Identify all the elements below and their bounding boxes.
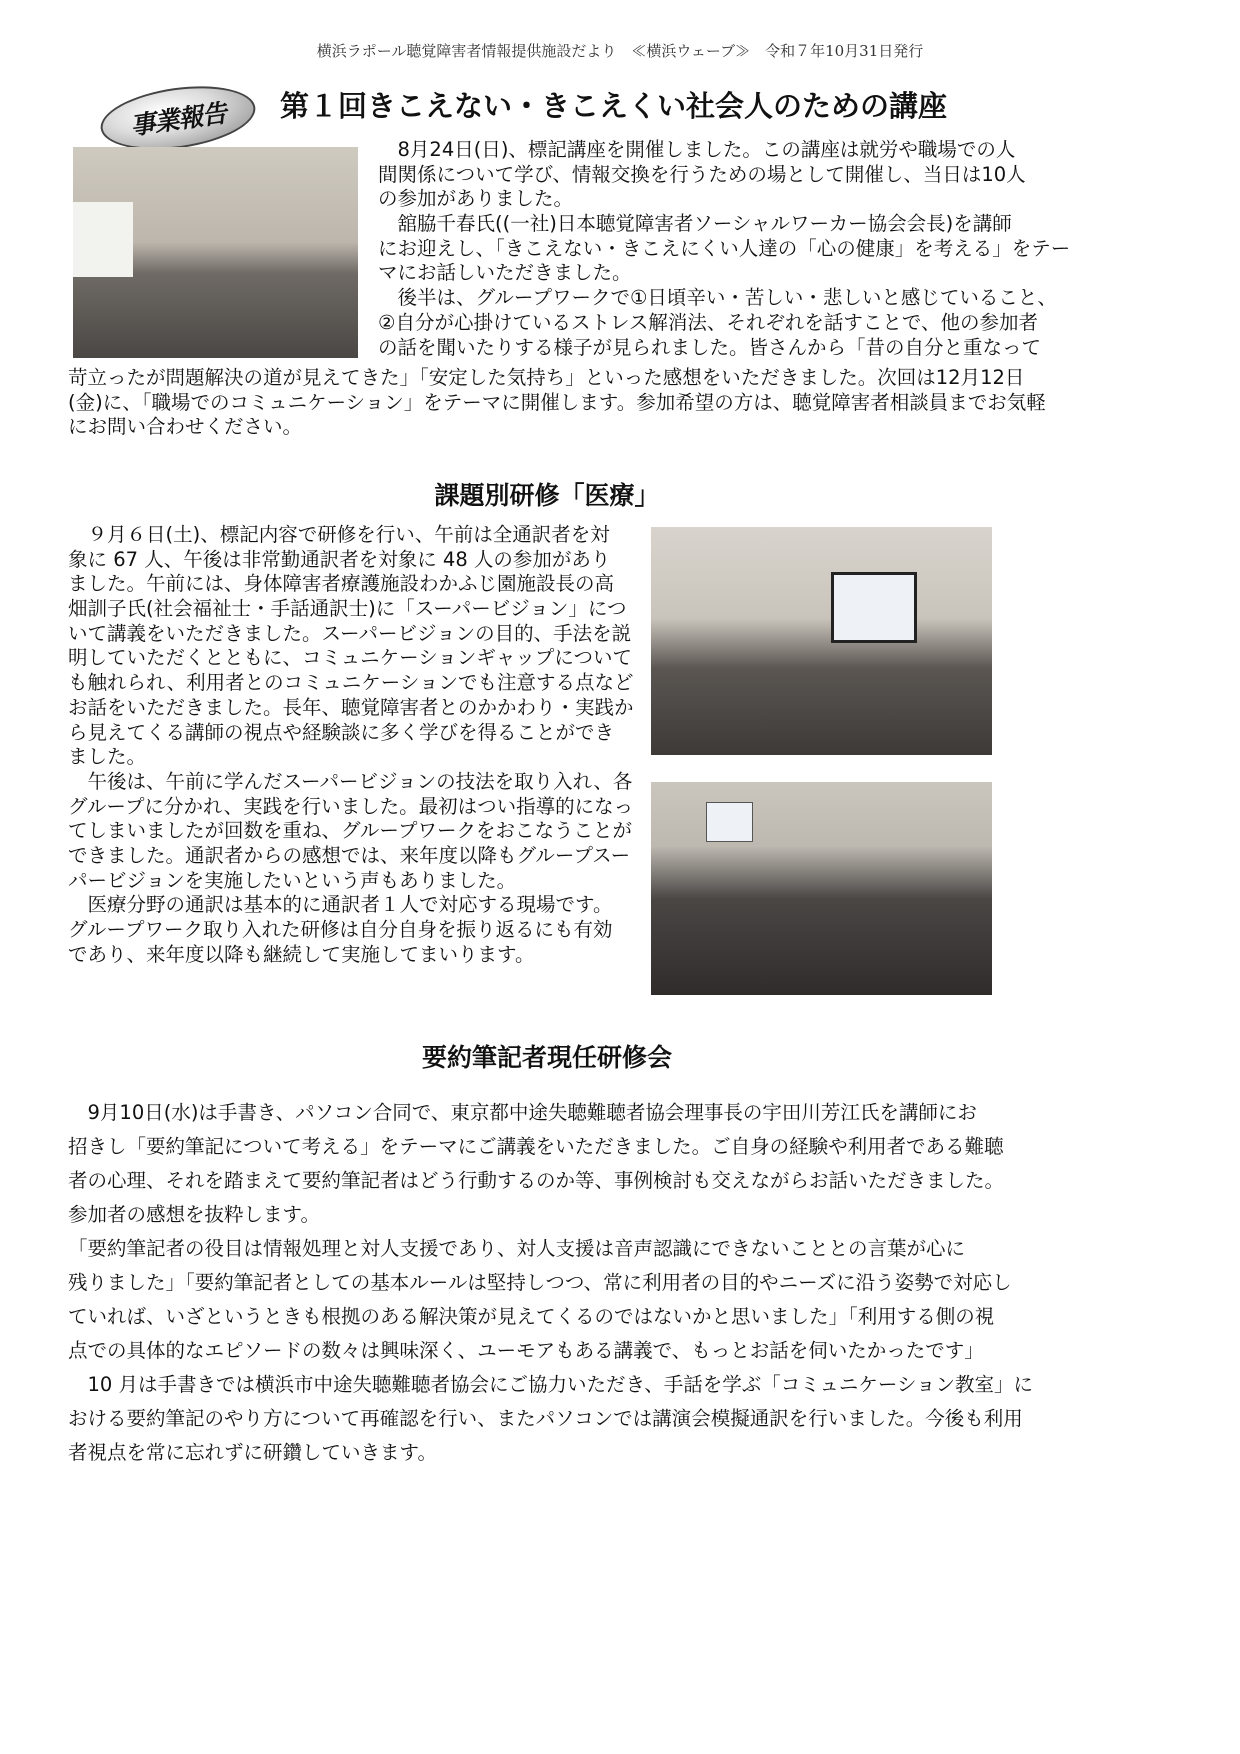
text-line: 医療分野の通訳は基本的に通訳者１人で対応する現場です。 — [68, 893, 613, 917]
report-badge: 事業報告 — [97, 77, 260, 158]
section-body-continued — [68, 366, 1046, 440]
text-line: 間関係について学び、情報交換を行うための場として開催し、当日は10人 — [378, 162, 1026, 186]
text-line: 招きし「要約筆記について考える」をテーマにご講義をいただきました。ご自身の経験や利用者である難聴 — [68, 1135, 1004, 1158]
text-line: 苛立ったが問題解決の道が見えてきた」「安定した気持ち」といった感想をいただきました。次回は12月12日 — [68, 366, 1025, 389]
text-line: 者視点を常に忘れずに研鑽していきます。 — [68, 1441, 437, 1464]
text-line: ９月６日(土)、標記内容で研修を行い、午前は全通訳者を対 — [68, 523, 610, 546]
text-line: パービジョンを実施したいという声もありました。 — [68, 868, 517, 892]
text-line: いて講義をいただきました。スーパービジョンの目的、手法を説 — [68, 621, 632, 645]
text-line: ました。午前には、身体障害者療護施設わかふじ園施設長の高 — [68, 572, 615, 596]
text-line: であり、来年度以降も継続して実施してまいります。 — [68, 942, 535, 966]
text-line: も触れられ、利用者とのコミュニケーションでも注意する点など — [68, 671, 634, 695]
lecture-photo — [73, 147, 358, 358]
text-line: 8月24日(日)、標記講座を開催しました。この講座は就労や職場での人 — [378, 138, 1016, 161]
text-line: できました。通訳者からの感想では、来年度以降もグループスー — [68, 843, 631, 867]
text-line: 舘脇千春氏((一社)日本聴覚障害者ソーシャルワーカー協会会長)を講師 — [378, 212, 1012, 236]
text-line: 象に 67 人、午後は非常勤通訳者を対象に 48 人の参加があり — [68, 547, 611, 571]
text-line: お話をいただきました。長年、聴覚障害者とのかかわり・実践か — [68, 695, 634, 719]
text-line: 者の心理、それを踏まえて要約筆記者はどう行動するのか等、事例検討も交えながらお話いただきました。 — [68, 1169, 1005, 1192]
text-line: にお迎えし、「きこえない・きこえにくい人達の「心の健康」を考える」をテー — [378, 236, 1071, 260]
text-line: ていれば、いざというときも根拠のある解決策が見えてくるのではないかと思いました」「利用する側の視 — [68, 1305, 995, 1328]
text-line: (金)に、「職場でのコミュニケーション」をテーマに開催します。参加希望の方は、聴覚障害者相談員までお気軽 — [68, 390, 1046, 414]
text-line: 10 月は手書きでは横浜市中途失聴難聴者協会にご協力いただき、手話を学ぶ「コミュニケーション教室」に — [68, 1373, 1034, 1396]
text-line: の話を聞いたりする様子が見られました。皆さんから「昔の自分と重なって — [378, 335, 1042, 359]
text-line: 残りました」「要約筆記者としての基本ルールは堅持しつつ、常に利用者の目的やニーズに沿う姿勢で対応し — [68, 1271, 1012, 1294]
text-line: マにお話しいただきました。 — [378, 261, 632, 285]
text-line: グループに分かれ、実践を行いました。最初はつい指導的になっ — [68, 794, 634, 818]
section-body — [68, 1096, 1033, 1470]
text-line: 9月10日(水)は手書き、パソコン合同で、東京都中途失聴難聴者協会理事長の宇田川芳江氏を講師にお — [68, 1101, 977, 1124]
section-body — [68, 523, 634, 967]
text-line: 点での具体的なエピソードの数々は興味深く、ユーモアもある講義で、もっとお話を伺いたかったです」 — [68, 1339, 984, 1362]
text-line: にお問い合わせください。 — [68, 415, 303, 439]
training-photo-morning — [651, 527, 992, 755]
text-line: おける要約筆記のやり方について再確認を行い、またパソコンでは講演会模擬通訳を行いました。今後も利用 — [68, 1407, 1023, 1430]
section-title: 課題別研修「医療」 — [434, 481, 660, 510]
text-line: 明していただくとともに、コミュニケーションギャップについて — [68, 646, 632, 670]
text-line: 後半は、グループワークで①日頃辛い・苦しい・悲しいと感じていること、 — [378, 286, 1057, 310]
text-line: ②自分が心掛けているストレス解消法、それぞれを話すことで、他の参加者 — [378, 310, 1039, 334]
text-line: 午後は、午前に学んだスーパービジョンの技法を取り入れ、各 — [68, 769, 633, 793]
section-title: 第１回きこえない・きこえくい社会人のための講座 — [280, 89, 948, 123]
text-line: 参加者の感想を抜粋します。 — [68, 1203, 320, 1226]
text-line: 「要約筆記者の役目は情報処理と対人支援であり、対人支援は音声認識にできないこととの言葉が心に — [68, 1237, 966, 1260]
training-photo-afternoon — [651, 782, 992, 995]
text-line: 畑訓子氏(社会福祉士・手話通訳士)に「スーパービジョン」につ — [68, 597, 627, 621]
text-line: ました。 — [68, 745, 147, 769]
text-line: てしまいましたが回数を重ね、グループワークをおこなうことが — [68, 819, 632, 843]
section-body — [378, 138, 1070, 360]
text-line: グループワーク取り入れた研修は自分自身を振り返るにも有効 — [68, 918, 613, 941]
newsletter-header: 横浜ラポール聴覚障害者情報提供施設だより ≪横浜ウェーブ≫ 令和７年10月31日発行 — [316, 42, 924, 60]
section-title: 要約筆記者現任研修会 — [421, 1043, 672, 1072]
text-line: の参加がありました。 — [378, 187, 574, 211]
text-line: ら見えてくる講師の視点や経験談に多く学びを得ることができ — [68, 720, 615, 744]
